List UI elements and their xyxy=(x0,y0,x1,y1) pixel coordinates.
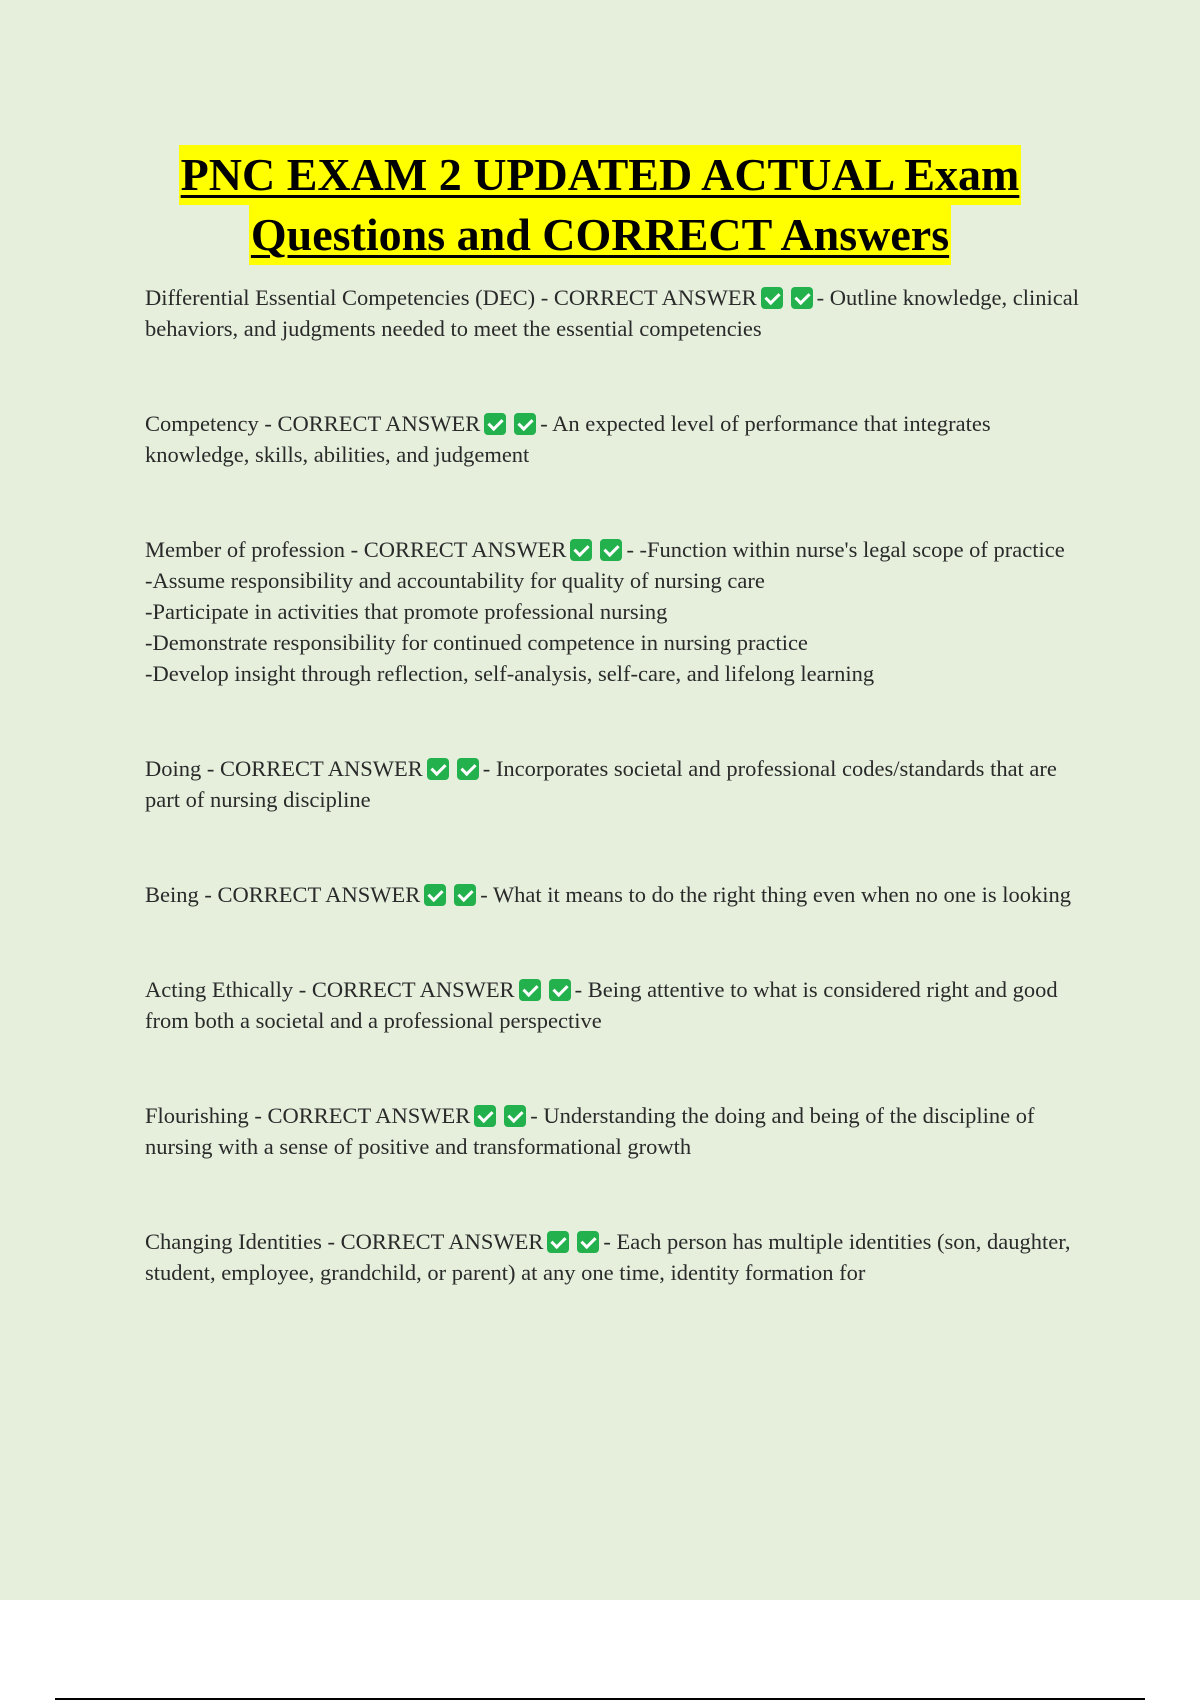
entry-term: Member of profession - CORRECT ANSWER xyxy=(145,537,567,562)
entry-term: Acting Ethically - CORRECT ANSWER xyxy=(145,977,515,1002)
check-mark-icon xyxy=(474,1105,496,1127)
check-mark-icon xyxy=(484,413,506,435)
qa-entry xyxy=(145,879,1085,910)
entry-term: Being - CORRECT ANSWER xyxy=(145,882,421,907)
entry-definition: - An expected level of performance that integrates xyxy=(540,411,991,436)
qa-entry xyxy=(145,974,1085,1036)
check-mark-icon xyxy=(549,979,571,1001)
check-mark-icon xyxy=(427,758,449,780)
check-mark-icon xyxy=(600,539,622,561)
check-mark-icon xyxy=(791,287,813,309)
entry-definition: - Being attentive to what is considered right and xyxy=(574,977,1007,1002)
qa-entry xyxy=(145,1100,1085,1162)
check-mark-icon xyxy=(577,1231,599,1253)
entry-bullet: -Develop insight through reflection, self-analysis, self-care, and lifelong learning xyxy=(145,661,875,686)
entry-continuation: practice xyxy=(993,537,1065,562)
qa-entry xyxy=(145,753,1085,815)
entry-definition: - Each person has multiple identities (son, xyxy=(603,1229,982,1254)
entry-term: Changing Identities - CORRECT ANSWER xyxy=(145,1229,544,1254)
entry-term: Doing - CORRECT ANSWER xyxy=(145,756,423,781)
entry-continuation: clinical behaviors, and judgments needed to meet the essential competencies xyxy=(145,285,1080,341)
entry-definition: - What it means to do the right thing even when no one is xyxy=(480,882,997,907)
entry-bullet: -Assume responsibility and accountability for quality of nursing care xyxy=(145,568,765,593)
entry-continuation: knowledge, skills, abilities, and judgement xyxy=(145,442,530,467)
entry-continuation: daughter, student, employee, grandchild, or parent) at any one time, identity formation for xyxy=(145,1229,1071,1285)
entry-continuation: good from both a societal and a professional perspective xyxy=(145,977,1058,1033)
qa-entry xyxy=(145,282,1085,344)
entry-continuation: of nursing with a sense of positive and transformational growth xyxy=(145,1103,1035,1159)
check-mark-icon xyxy=(519,979,541,1001)
check-mark-icon xyxy=(457,758,479,780)
check-mark-icon xyxy=(547,1231,569,1253)
entry-continuation: that are part of nursing discipline xyxy=(145,756,1057,812)
entry-bullet: -Demonstrate responsibility for continued competence in nursing practice xyxy=(145,630,808,655)
check-mark-icon xyxy=(514,413,536,435)
check-mark-icon xyxy=(424,884,446,906)
entry-continuation: looking xyxy=(1002,882,1071,907)
entry-definition: - Understanding the doing and being of the discipline xyxy=(530,1103,1011,1128)
entry-term: Competency - CORRECT ANSWER xyxy=(145,411,481,436)
check-mark-icon xyxy=(454,884,476,906)
qa-entry xyxy=(145,1226,1085,1288)
qa-entry xyxy=(145,534,1085,689)
entry-term: Differential Essential Competencies (DEC) - CORRECT ANSWER xyxy=(145,285,757,310)
entry-bullet: -Participate in activities that promote professional nursing xyxy=(145,599,668,624)
title-line-1: PNC EXAM 2 UPDATED ACTUAL Exam xyxy=(179,145,1022,205)
title-line-2: Questions and CORRECT Answers xyxy=(249,205,951,265)
qa-entry xyxy=(145,408,1085,470)
entry-definition: - -Function within nurse's legal scope of xyxy=(626,537,988,562)
page-title xyxy=(0,145,1200,265)
entry-term: Flourishing - CORRECT ANSWER xyxy=(145,1103,471,1128)
check-mark-icon xyxy=(761,287,783,309)
check-mark-icon xyxy=(570,539,592,561)
entry-definition: - Incorporates societal and professional codes/standards xyxy=(482,756,985,781)
entry-definition: - Outline knowledge, xyxy=(816,285,1008,310)
qa-list xyxy=(145,282,1085,1352)
check-mark-icon xyxy=(504,1105,526,1127)
